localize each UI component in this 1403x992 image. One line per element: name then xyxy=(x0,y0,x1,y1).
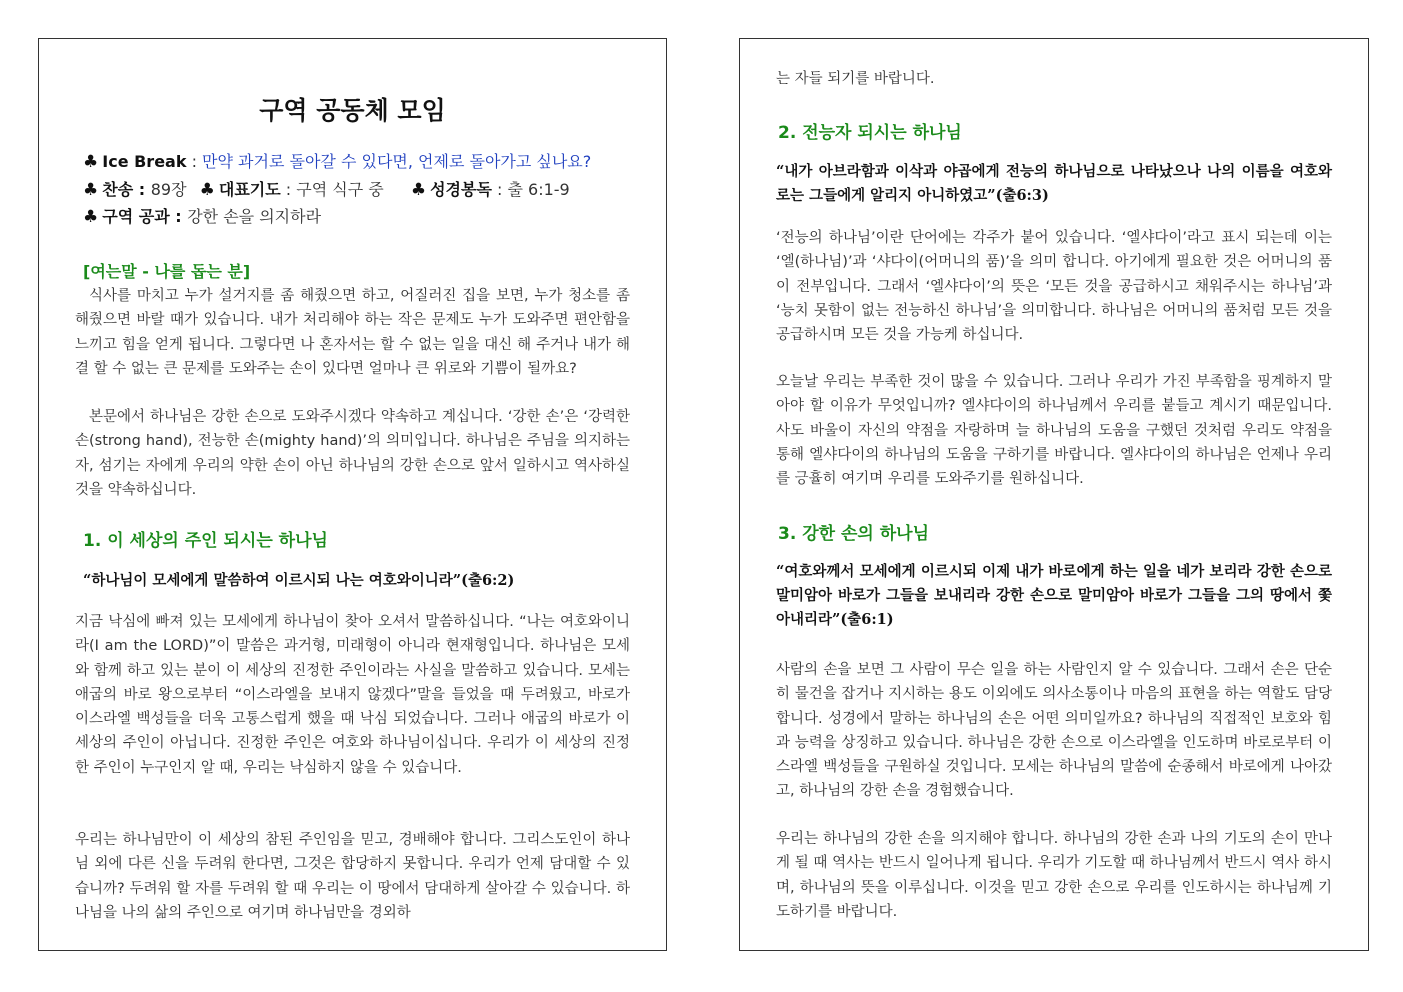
prayer-label: 대표기도 xyxy=(218,180,281,199)
separator: : xyxy=(280,180,297,199)
right-page xyxy=(739,38,1369,951)
section-2-paragraph-1: ‘전능의 하나님’이란 단어에는 각주가 붙어 있습니다. ‘엘샤다이’라고 표시 되는데 이는 ‘엘(하나님)’과 ‘샤다이(어머니의 품)’을 의미 합니다. 아기에게 필요한 것은 어머니의 품이 전부입니다. 그래서 ‘엘샤다이’의 뜻은 ‘모든 것을 공급하시고 채워주시는 하나님’과 ‘능치 못함이 없는 전능하신 하나님’을 의미합니다. 하나님은 어머니의 품처럼 모든 것을 공급하시며 모든 것을 가능케 하십니다. xyxy=(776,230,1332,344)
icebreak-label: Ice Break xyxy=(102,152,187,171)
club-icon: ♣ xyxy=(83,152,99,172)
icebreak-question: 만약 과거로 돌아갈 수 있다면, 언제로 돌아가고 싶나요? xyxy=(202,152,592,171)
club-icon: ♣ xyxy=(83,180,99,200)
continued-text: 는 자들 되기를 바랍니다. xyxy=(776,71,935,87)
section-3-heading: 3. 강한 손의 하나님 xyxy=(778,524,929,544)
section-1-quote: “하나님이 모세에게 말씀하여 이르시되 나는 여호와이니라”(출6:2) xyxy=(83,572,515,589)
section-1-paragraph-2: 우리는 하나님만이 이 세상의 참된 주인임을 믿고, 경배해야 합니다. 그리스도인이 하나님 외에 다른 신을 두려워 한다면, 그것은 합당하지 못합니다. 우리가 언제 담대할 수 있습니까? 두려워 할 자를 두려워 할 때 우리는 이 땅에서 담대하게 살아갈 수 있습니다. 하나님을 나의 삶의 주인으로 여기며 하나님만을 경외하 xyxy=(75,832,630,921)
hymn-value: 89장 xyxy=(150,180,187,199)
separator: : xyxy=(169,207,188,226)
section-2-quote: “내가 아브라함과 이삭과 야곱에게 전능의 하나님으로 나타났으나 나의 이름을 여호와로는 그들에게 알리지 아니하였고”(출6:3) xyxy=(776,163,1332,204)
hymn-label: 찬송 xyxy=(102,180,134,199)
separator: : xyxy=(491,180,508,199)
page-title: 구역 공동체 모임 xyxy=(259,96,446,125)
section-1-paragraph-1: 지금 낙심에 빠져 있는 모세에게 하나님이 찾아 오셔서 말씀하십니다. “나는 여호와이니라(I am the LORD)”이 말씀은 과거형, 미래형이 아니라 현재형입니다. 하나님은 모세와 함께 하고 있는 분이 이 세상의 진정한 주인이라는 사실을 말씀하고 있습니다. 모세는 애굽의 바로 왕으로부터 “이스라엘을 보내지 않겠다”말을 들었을 때 두려웠고, 바로가 이스라엘 백성들을 더욱 고통스럽게 했을 때 낙심 되었습니다. 그러나 애굽의 바로가 이 세상의 주인이 아닙니다. 진정한 주인은 여호와 하나님이십니다. 우리가 이 세상의 진정한 주인이 누구인지 알 때, 우리는 낙심하지 않을 수 있습니다. xyxy=(75,614,630,776)
section-2-heading: 2. 전능자 되시는 하나님 xyxy=(778,123,962,143)
section-3-paragraph-1: 사람의 손을 보면 그 사람이 무슨 일을 하는 사람인지 알 수 있습니다. 그래서 손은 단순히 물건을 잡거나 지시하는 용도 이외에도 의사소통이나 마음의 표현을 하는 역할도 담당합니다. 성경에서 말하는 하나님의 손은 어떤 의미일까요? 하나님의 직접적인 보호와 힘과 능력을 상징하고 있습니다. 하나님은 강한 손으로 이스라엘을 인도하며 바로로부터 이스라엘 백성들을 구원하실 것입니다. 모세는 하나님의 말씀에 순종해서 바로에게 나아갔고, 하나님의 강한 손을 경험했습니다. xyxy=(776,662,1332,800)
club-icon: ♣ xyxy=(83,207,99,227)
intro-heading: [여는말 - 나를 돕는 분] xyxy=(83,262,251,281)
club-icon: ♣ xyxy=(199,180,215,200)
intro-paragraph-2: 본문에서 하나님은 강한 손으로 도와주시겠다 약속하고 계십니다. ‘강한 손’은 ‘강력한 손(strong hand), 전능한 손(mighty hand)’의 의미입니다. 하나님은 주님을 의지하는 자, 섬기는 자에게 우리의 약한 손이 아닌 하나님의 강한 손으로 앞서 일하시고 역사하실 것을 약속하십니다. xyxy=(75,409,630,498)
lesson-label: 구역 공과 xyxy=(102,207,170,226)
section-2-paragraph-2: 오늘날 우리는 부족한 것이 많을 수 있습니다. 그러나 우리가 가진 부족함을 핑계하지 말아야 할 이유가 무엇입니까? 엘샤다이의 하나님께서 우리를 붙들고 계시기 때문입니다. 사도 바울이 자신의 약점을 자랑하며 늘 하나님의 도움을 구했던 것처럼 우리도 약점을 통해 엘샤다이의 하나님의 도움을 구하기를 바랍니다. 엘샤다이의 하나님은 언제나 우리를 긍휼히 여기며 우리를 도와주기를 원하십니다. xyxy=(776,374,1332,488)
separator: : xyxy=(133,180,151,199)
reading-value: 출 6:1-9 xyxy=(507,180,570,199)
club-icon: ♣ xyxy=(410,180,427,200)
prayer-value: 구역 식구 중 xyxy=(296,180,384,199)
lesson-line xyxy=(83,204,321,227)
intro-paragraph-1: 식사를 마치고 누가 설거지를 좀 해줬으면 하고, 어질러진 집을 보면, 누가 청소를 좀 해줬으면 바랄 때가 있습니다. 내가 처리해야 하는 작은 문제도 누가 도와주면 편안함을 느끼고 힘을 얻게 됩니다. 그렇다면 나 혼자서는 할 수 없는 일을 대신 해 주거나 내가 해결 할 수 없는 큰 문제를 도와주는 손이 있다면 얼마나 큰 위로와 기쁨이 될까요? xyxy=(75,288,630,377)
reading-label: 성경봉독 xyxy=(430,180,492,199)
icebreak-line xyxy=(83,149,591,172)
left-page xyxy=(38,38,667,951)
lesson-value: 강한 손을 의지하라 xyxy=(187,207,322,226)
section-3-paragraph-2: 우리는 하나님의 강한 손을 의지해야 합니다. 하나님의 강한 손과 나의 기도의 손이 만나게 될 때 역사는 반드시 일어나게 됩니다. 우리가 기도할 때 하나님께서 반드시 역사 하시며, 하나님의 뜻을 이루십니다. 이것을 믿고 강한 손으로 우리를 인도하시는 하나님께 기도하기를 바랍니다. xyxy=(776,831,1332,920)
separator: : xyxy=(186,152,203,171)
section-1-heading: 1. 이 세상의 주인 되시는 하나님 xyxy=(83,531,328,551)
section-3-quote: “여호와께서 모세에게 이르시되 이제 내가 바로에게 하는 일을 네가 보리라 강한 손으로 말미암아 바로가 그들을 보내리라 강한 손으로 말미암아 바로가 그들을 그의 땅에서 쫓아내리라”(출6:1) xyxy=(776,563,1332,628)
worship-order-line xyxy=(83,177,570,200)
